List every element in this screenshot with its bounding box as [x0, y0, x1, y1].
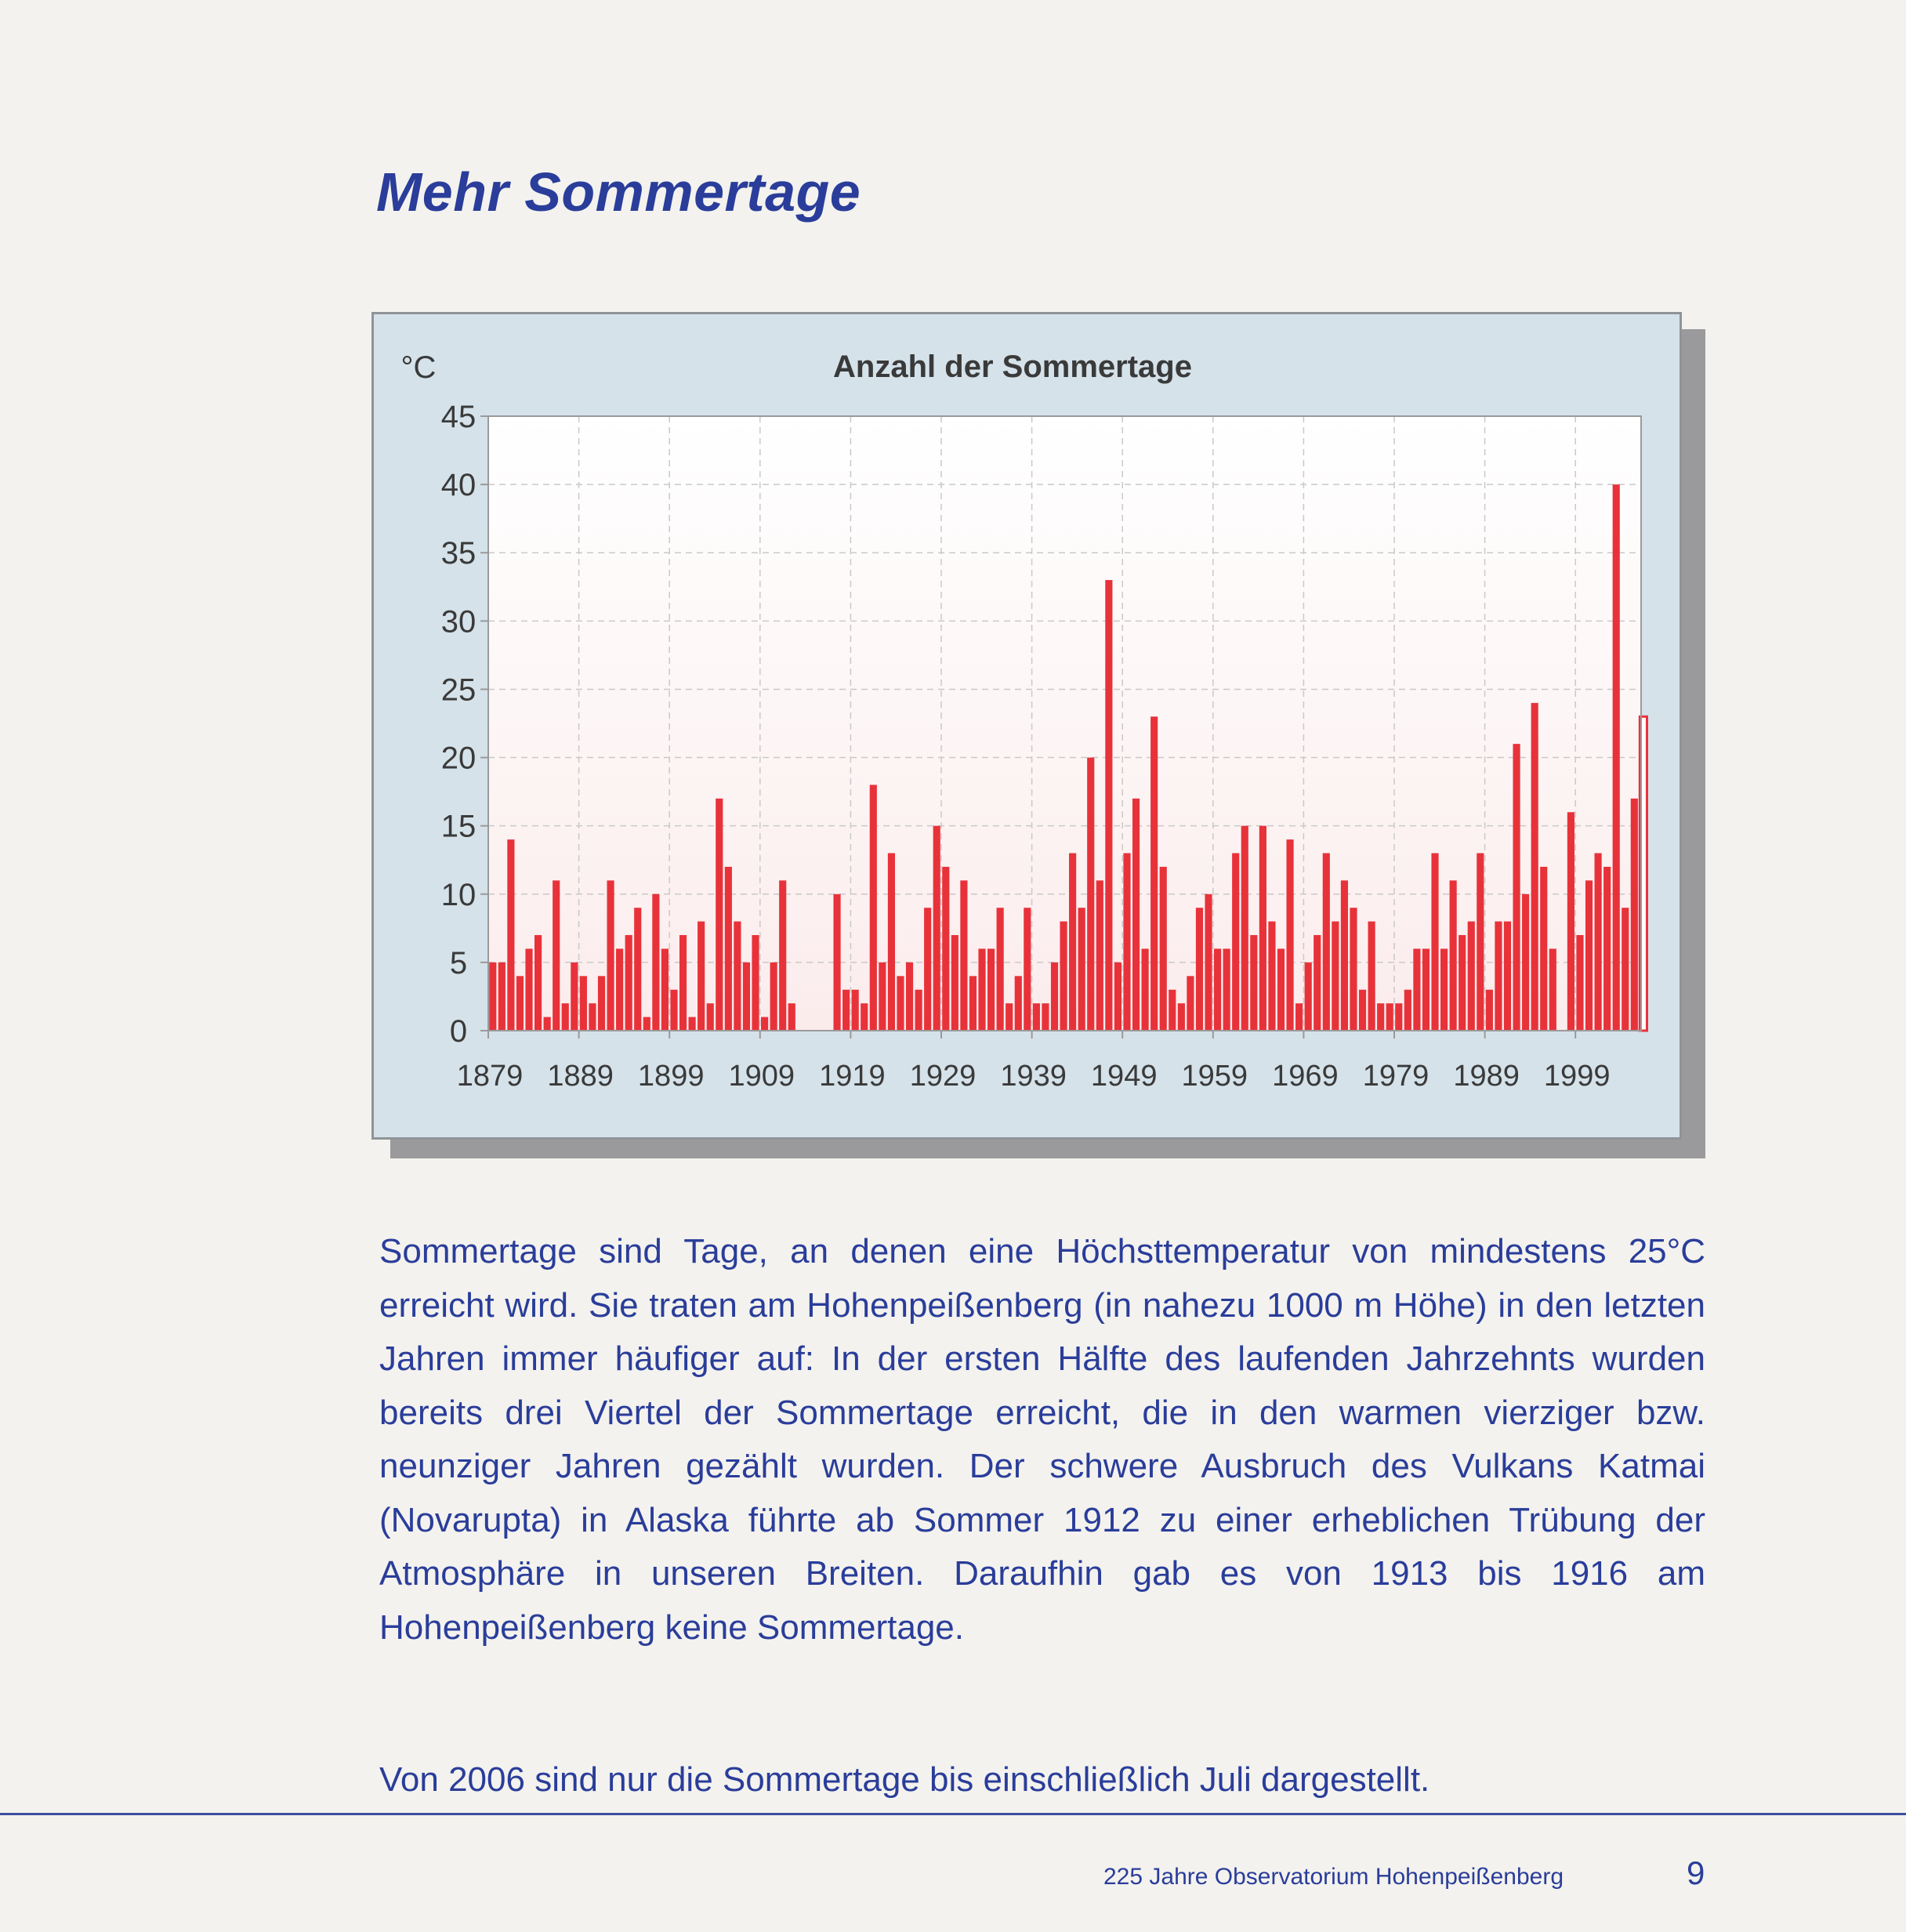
y-tick-label: 10: [440, 877, 476, 912]
page-number: 9: [1687, 1854, 1705, 1891]
x-tick-label: 1909: [728, 1060, 795, 1093]
bar: [870, 785, 877, 1031]
body-paragraph: Sommertage sind Tage, an denen eine Höchsttemperatur von mindestens 25°C erreicht wird. Sie traten am Hohenpeißenberg (in nahezu 1000 m Höhe) in den letzten Jahren immer häufiger auf: In der ersten Hälfte des laufenden Jahrzehnts wurden bereits drei Viertel der Sommertage erreicht, die in den warmen vierziger bzw. neunziger Jahren gezählt wurden. Der schwere Ausbruch des Vulkans Katmai (Novarupta) in Alaska führte ab Sommer 1912 zu einer erheblichen Trübung der Atmosphäre in unseren Breiten. Daraufhin gab es von 1913 bis 1916 am Hohenpeißenberg keine Sommertage.: [379, 1232, 1705, 1647]
bar: [1549, 948, 1556, 1031]
bar: [1468, 922, 1475, 1031]
y-tick-label: 20: [440, 741, 476, 776]
bar: [915, 990, 922, 1031]
bar: [716, 799, 723, 1031]
bar: [1123, 854, 1130, 1031]
bar: [1613, 484, 1620, 1031]
bar: [1132, 799, 1140, 1031]
bar: [1332, 922, 1339, 1031]
bar: [1341, 880, 1348, 1031]
x-tick-label: 1999: [1543, 1060, 1611, 1093]
bar: [544, 1017, 551, 1031]
bar: [861, 1003, 868, 1031]
bar: [1024, 908, 1031, 1031]
bar: [833, 894, 840, 1031]
bar: [987, 948, 995, 1031]
bar: [1241, 826, 1248, 1031]
bar: [779, 880, 786, 1031]
bar: [1006, 1003, 1013, 1031]
bar: [1450, 880, 1457, 1031]
bar: [1522, 894, 1529, 1031]
bar: [1205, 894, 1212, 1031]
bar: [1187, 976, 1194, 1031]
bar: [1477, 854, 1484, 1031]
bar: [1178, 1003, 1185, 1031]
bar: [1585, 880, 1593, 1031]
bar: [1042, 1003, 1049, 1031]
bar: [1350, 908, 1357, 1031]
bar: [1096, 880, 1103, 1031]
y-tick-label: 25: [440, 672, 476, 708]
bar: [534, 935, 542, 1031]
bar: [1395, 1003, 1402, 1031]
bar: [698, 922, 705, 1031]
bar: [1431, 854, 1438, 1031]
bar: [852, 990, 859, 1031]
bar: [842, 990, 850, 1031]
bar: [498, 962, 505, 1031]
page-title: Mehr Sommertage: [376, 161, 861, 223]
y-tick-label: 5: [449, 945, 468, 980]
bar: [1567, 812, 1574, 1031]
bar: [761, 1017, 768, 1031]
bar: [897, 976, 904, 1031]
bar: [670, 990, 677, 1031]
bar: [924, 908, 931, 1031]
bar: [689, 1017, 696, 1031]
bar: [1295, 1003, 1303, 1031]
bar: [1015, 976, 1022, 1031]
bar: [942, 867, 949, 1031]
bar: [679, 935, 687, 1031]
bar: [1268, 922, 1275, 1031]
chart-title: Anzahl der Sommertage: [833, 350, 1192, 384]
bar: [1277, 948, 1285, 1031]
y-tick-label: 30: [440, 604, 476, 640]
bar: [906, 962, 913, 1031]
bar: [1486, 990, 1493, 1031]
bar: [1368, 922, 1375, 1031]
bar: [1622, 908, 1629, 1031]
bar: [1513, 744, 1520, 1031]
bar: [1069, 854, 1076, 1031]
y-tick-label: 0: [449, 1014, 468, 1049]
y-tick-label: 45: [440, 400, 476, 434]
bar: [553, 880, 560, 1031]
bar: [1495, 922, 1502, 1031]
x-tick-label: 1989: [1453, 1060, 1520, 1093]
bar: [516, 976, 524, 1031]
bar: [879, 962, 886, 1031]
bar: [1051, 962, 1058, 1031]
bar: [1458, 935, 1466, 1031]
x-tick-label: 1919: [819, 1060, 886, 1093]
x-tick-label: 1949: [1090, 1060, 1158, 1093]
bar: [788, 1003, 795, 1031]
bar: [562, 1003, 569, 1031]
x-tick-label: 1879: [456, 1060, 524, 1093]
bar: [571, 962, 578, 1031]
x-tick-label: 1959: [1181, 1060, 1248, 1093]
bar: [1169, 990, 1176, 1031]
bar: [1305, 962, 1312, 1031]
bar: [951, 935, 958, 1031]
bar: [589, 1003, 596, 1031]
x-tick-label: 1899: [637, 1060, 705, 1093]
bar: [1323, 854, 1330, 1031]
chart-panel: [371, 312, 1682, 1140]
bar: [525, 948, 532, 1031]
bar: [1150, 716, 1158, 1031]
bar: [607, 880, 614, 1031]
bar: [580, 976, 587, 1031]
bar: [1078, 908, 1085, 1031]
bar: [1377, 1003, 1384, 1031]
bar: [643, 1017, 650, 1031]
bar: [1422, 948, 1430, 1031]
bar: [707, 1003, 714, 1031]
bar: [1196, 908, 1203, 1031]
bar: [743, 962, 750, 1031]
bar: [1286, 839, 1293, 1031]
x-tick-label: 1939: [1000, 1060, 1067, 1093]
bar: [1033, 1003, 1040, 1031]
bar: [1223, 948, 1230, 1031]
bar: [1386, 1003, 1393, 1031]
bar: [770, 962, 777, 1031]
bar: [489, 962, 496, 1031]
bar: [1603, 867, 1611, 1031]
x-tick-label: 1979: [1362, 1060, 1430, 1093]
y-tick-label: 35: [440, 536, 476, 571]
note-paragraph: Von 2006 sind nur die Sommertage bis einschließlich Juli dargestellt.: [379, 1760, 1430, 1799]
y-axis-unit-label: °C: [400, 350, 437, 385]
footer-rule: [0, 1813, 1906, 1815]
x-tick-label: 1969: [1272, 1060, 1339, 1093]
bar: [507, 839, 514, 1031]
bar: [997, 908, 1004, 1031]
bar: [1540, 867, 1547, 1031]
bar: [616, 948, 623, 1031]
bar: [661, 948, 669, 1031]
bar: [1314, 935, 1321, 1031]
bar: [1259, 826, 1266, 1031]
bar: [1114, 962, 1121, 1031]
bar: [1214, 948, 1221, 1031]
bar: [1359, 990, 1366, 1031]
y-tick-label: 15: [440, 809, 476, 844]
bar: [1250, 935, 1257, 1031]
bar: [978, 948, 985, 1031]
bar: [1105, 580, 1112, 1031]
bar: [960, 880, 967, 1031]
bar: [752, 935, 759, 1031]
bar: [933, 826, 940, 1031]
bar: [1404, 990, 1411, 1031]
bar: [1595, 854, 1602, 1031]
bar-chart: [374, 314, 1680, 1137]
bar: [652, 894, 659, 1031]
bar: [1440, 948, 1448, 1031]
bar: [634, 908, 641, 1031]
x-tick-label: 1929: [909, 1060, 977, 1093]
bar: [1232, 854, 1239, 1031]
bar: [725, 867, 732, 1031]
bar: [625, 935, 632, 1031]
bar: [1504, 922, 1511, 1031]
bar: [1142, 948, 1149, 1031]
bar: [734, 922, 741, 1031]
bar: [1413, 948, 1420, 1031]
bar: [1060, 922, 1067, 1031]
bar: [1160, 867, 1167, 1031]
bar: [969, 976, 977, 1031]
bar: [1631, 799, 1638, 1031]
footer-text: 225 Jahre Observatorium Hohenpeißenberg: [1103, 1864, 1564, 1890]
bar: [1576, 935, 1583, 1031]
bar: [1087, 758, 1094, 1031]
bar: [598, 976, 605, 1031]
bar: [1531, 703, 1538, 1031]
x-tick-label: 1889: [547, 1060, 614, 1093]
bar: [888, 854, 895, 1031]
y-tick-label: 40: [440, 468, 476, 503]
